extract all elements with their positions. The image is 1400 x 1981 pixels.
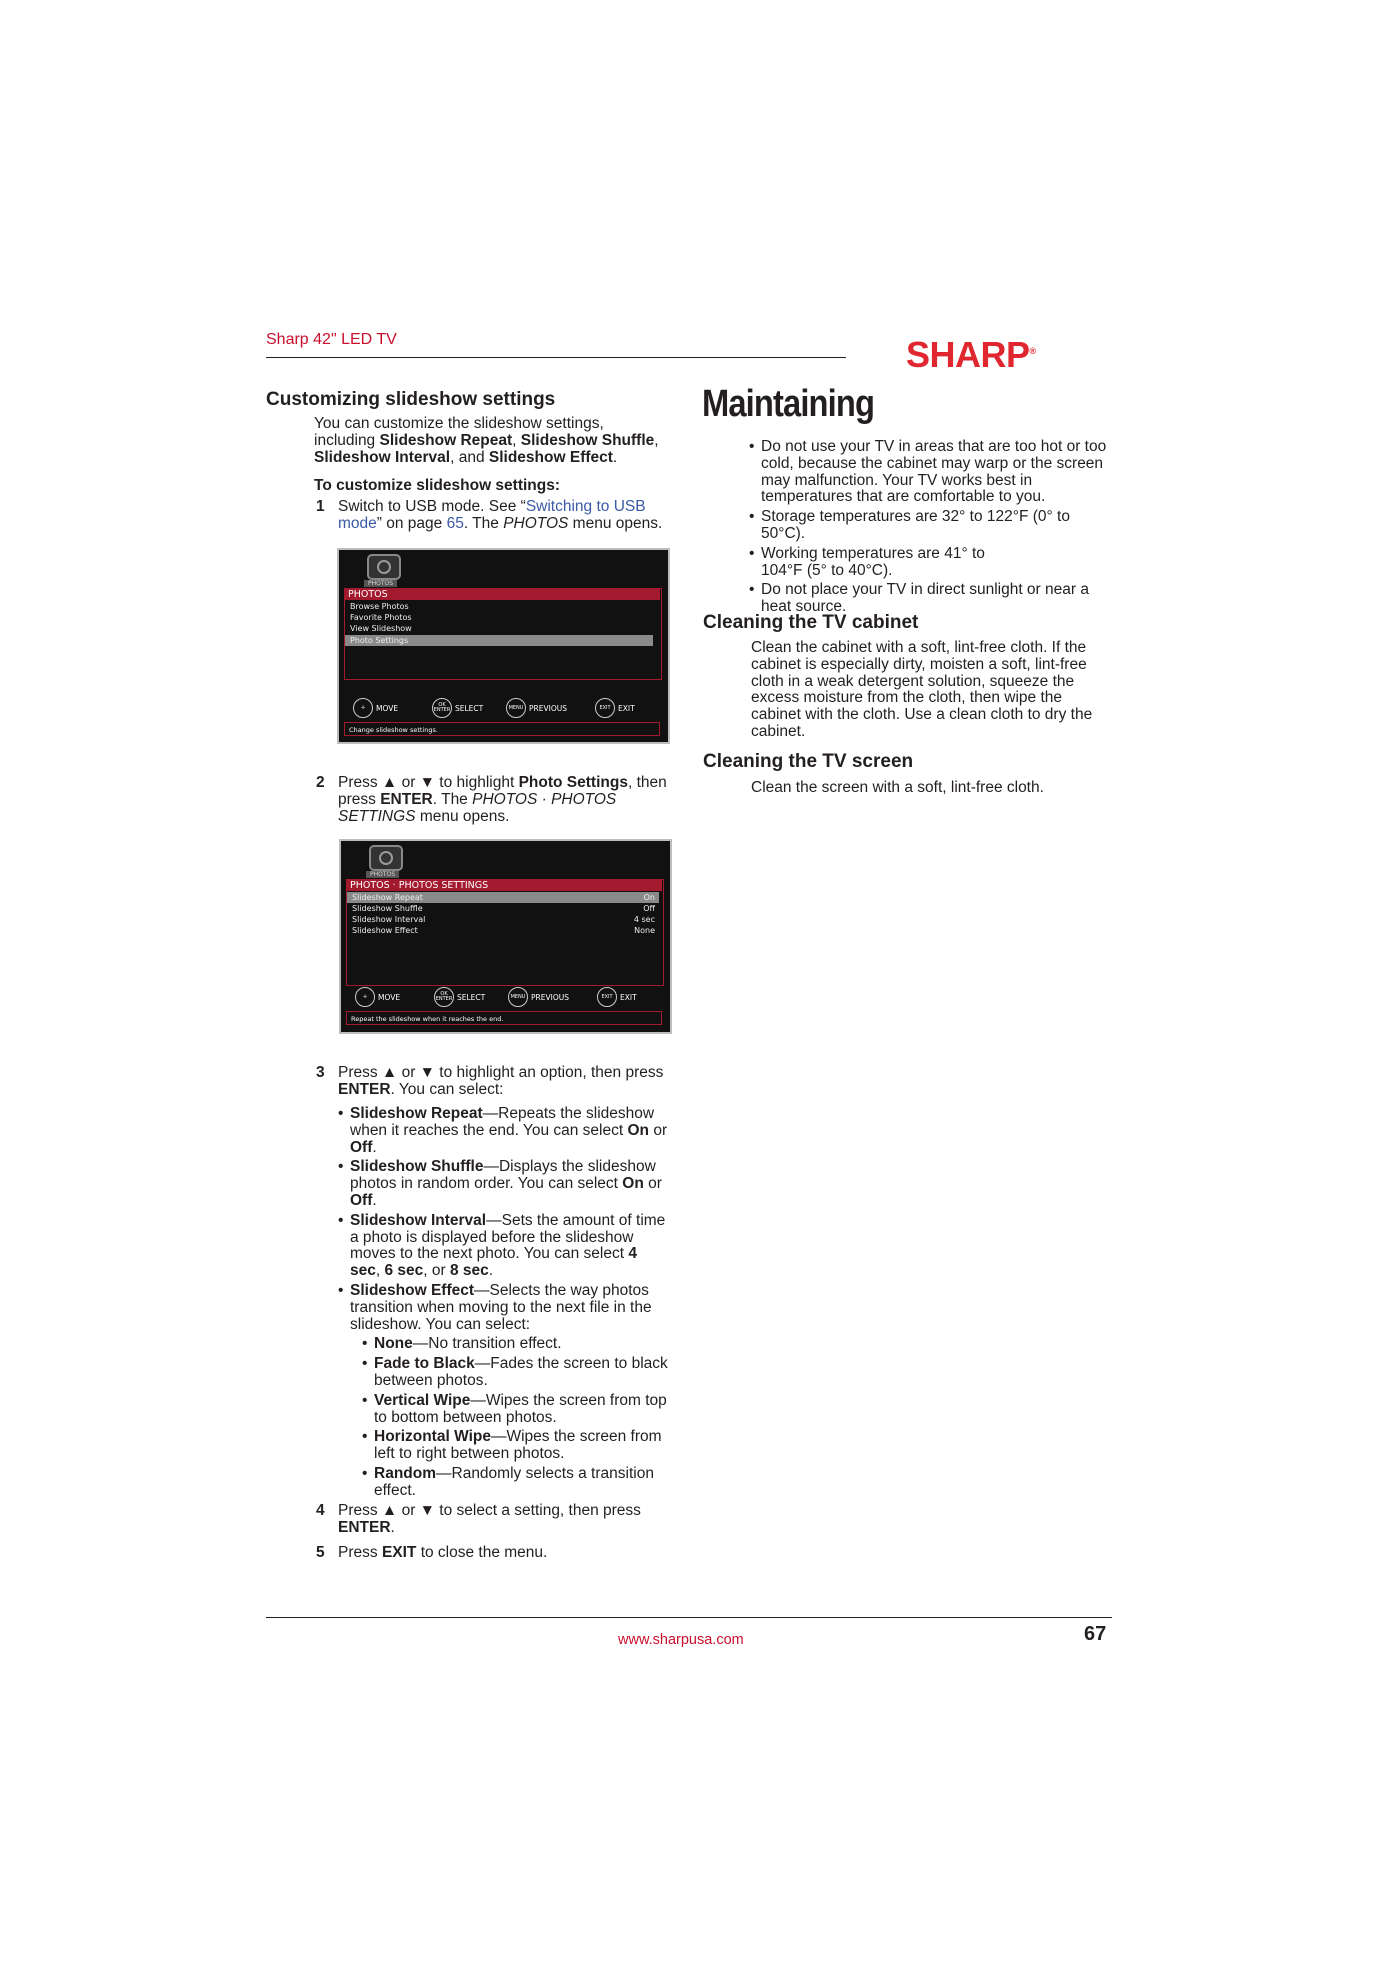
- bullet-text: Working temperatures are 41° to 104°F (5° to 40°C).: [761, 544, 985, 579]
- option-slideshow-interval: [338, 1213, 670, 1280]
- intro-bold: Slideshow Interval: [314, 448, 451, 466]
- option-text: .: [488, 1262, 494, 1280]
- setting-label: Slideshow Shuffle: [352, 904, 423, 913]
- bullet-text: Do not place your TV in direct sunlight or near a heat source.: [761, 581, 1089, 616]
- registered-mark: ®: [1029, 346, 1036, 356]
- nav-label: EXIT: [618, 703, 635, 713]
- bullet-text: Storage temperatures are 32° to 122°F (0° to 50°C).: [761, 508, 1070, 542]
- bullet: •: [338, 1211, 344, 1229]
- bullet: •: [362, 1391, 368, 1409]
- intro-bold: Slideshow Repeat: [379, 431, 513, 449]
- bullet-sunlight: [749, 582, 1111, 616]
- step-text: ” on page: [376, 514, 447, 532]
- bullet: •: [362, 1355, 368, 1373]
- step-text: Press ▲ or ▼ to highlight an option, then press: [338, 1064, 664, 1081]
- nav-previous: [508, 987, 569, 1007]
- step-text: Press ▲ or ▼ to highlight: [338, 774, 519, 791]
- menu-item-photo-settings[interactable]: Photo Settings: [345, 635, 653, 646]
- option-slideshow-effect: [338, 1283, 670, 1333]
- camera-icon: [367, 554, 401, 580]
- nav-move: [355, 987, 400, 1007]
- step-text: menu opens.: [568, 514, 663, 532]
- step-1: [316, 498, 668, 533]
- step-bold: ENTER: [338, 1080, 391, 1098]
- step-bold: EXIT: [381, 1544, 417, 1561]
- hint-bar: Change slideshow settings.: [344, 722, 660, 736]
- step-text: Press: [338, 1544, 382, 1561]
- step-number: 5: [316, 1544, 325, 1561]
- exit-icon: EXIT: [597, 987, 617, 1007]
- effect-list: [338, 1336, 670, 1499]
- step-number: 3: [316, 1064, 325, 1081]
- setting-value: Off: [643, 904, 655, 913]
- step-text: , then press: [338, 774, 667, 808]
- setting-value: None: [634, 926, 655, 935]
- effect-none: [362, 1336, 670, 1353]
- section-title-slideshow: Customizing slideshow settings: [266, 389, 556, 410]
- nav-label: MOVE: [376, 703, 399, 713]
- bullet: •: [362, 1335, 368, 1353]
- step-2: [316, 774, 668, 825]
- nav-exit: [595, 698, 635, 718]
- option-name: Slideshow Effect: [350, 1281, 475, 1299]
- bullet-temperature-warning: [749, 439, 1111, 506]
- step-3: [316, 1064, 668, 1099]
- option-bold: On: [622, 1175, 644, 1193]
- option-bold: 6 sec: [384, 1262, 424, 1280]
- effect-name: Vertical Wipe: [374, 1391, 471, 1409]
- nav-label: PREVIOUS: [529, 703, 567, 713]
- effect-random: [362, 1466, 670, 1500]
- page-65-link[interactable]: 65: [446, 514, 464, 532]
- camera-label: PHOTOS: [366, 871, 399, 878]
- option-bold: Off: [350, 1138, 373, 1156]
- option-bold: Off: [350, 1191, 373, 1209]
- option-slideshow-repeat: [338, 1106, 670, 1156]
- cabinet-text: Clean the cabinet with a soft, lint-free cloth. If the cabinet is especially dirty, moisten a soft, lint-free cloth in a weak detergent solution, squeeze the excess moisture from the cloth, then wipe the cabinet with the cloth. Use a clean cloth to dry the cabinet.: [751, 639, 1093, 740]
- bullet-text: Do not use your TV in areas that are too hot or too cold, because the cabinet may warp or the screen may malfunction. Your TV works best in temperatures that are comfortable to you.: [761, 438, 1107, 506]
- nav-label: MOVE: [378, 992, 401, 1002]
- page-number: 67: [1084, 1623, 1107, 1645]
- setting-row-slideshow-repeat[interactable]: [347, 892, 659, 903]
- menu-item-favorite-photos[interactable]: Favorite Photos: [350, 613, 412, 622]
- step-bold: ENTER: [338, 1518, 391, 1536]
- bullet: •: [338, 1158, 344, 1176]
- bullet-working-temp: [749, 546, 1111, 580]
- setting-label: Slideshow Interval: [352, 915, 426, 924]
- camera-label: PHOTOS: [364, 580, 397, 587]
- header-product-name: Sharp 42" LED TV: [266, 331, 397, 348]
- step-text: Switch to USB mode. See “: [338, 498, 526, 515]
- step-text: menu opens.: [415, 807, 510, 825]
- menu-icon: MENU: [508, 987, 528, 1007]
- bullet-storage-temp: [749, 509, 1111, 543]
- bullet: •: [362, 1464, 368, 1482]
- option-text: —Sets the amount of time a photo is displayed before the slideshow moves to the next photo. You can select: [350, 1211, 666, 1263]
- step-bold: Photo Settings: [518, 774, 628, 791]
- effect-text: —Fades the screen to black between photos.: [374, 1355, 668, 1389]
- option-text: or: [649, 1121, 668, 1139]
- footer-rule: [266, 1617, 1112, 1618]
- exit-icon: EXIT: [595, 698, 615, 718]
- option-bold: On: [627, 1121, 650, 1139]
- menu-title: PHOTOS: [345, 589, 660, 600]
- effect-text: —Wipes the screen from left to right between photos.: [374, 1428, 662, 1463]
- nav-exit: [597, 987, 637, 1007]
- menu-title: PHOTOS · PHOTOS SETTINGS: [347, 880, 662, 891]
- option-slideshow-shuffle: [338, 1159, 670, 1209]
- ok-enter-icon: OK ENTER: [434, 987, 454, 1007]
- step-text: Press ▲ or ▼ to select a setting, then press: [338, 1502, 641, 1519]
- step-text: to close the menu.: [416, 1544, 548, 1561]
- bullet: •: [749, 438, 755, 455]
- intro-text: ,: [654, 431, 659, 449]
- bullet: •: [338, 1281, 344, 1299]
- intro-bold: Slideshow Effect: [488, 448, 613, 466]
- intro-text: You can customize the slideshow settings, including: [314, 415, 604, 449]
- step-number: 1: [316, 498, 325, 515]
- logo-text: SHARP: [906, 334, 1030, 375]
- step-5: [316, 1544, 668, 1562]
- step-text: . The: [463, 514, 504, 532]
- effect-name: Horizontal Wipe: [374, 1428, 491, 1446]
- header-rule: [266, 357, 846, 358]
- step-text: .: [390, 1518, 395, 1536]
- nav-select: [432, 698, 483, 718]
- menu-icon: MENU: [506, 698, 526, 718]
- nav-select: [434, 987, 485, 1007]
- effect-name: Random: [374, 1464, 436, 1482]
- effect-vertical-wipe: [362, 1393, 670, 1427]
- screen-section-title: Cleaning the TV screen: [703, 751, 914, 772]
- step-text: . You can select:: [390, 1080, 504, 1098]
- option-text: —Displays the slideshow photos in random order. You can select: [350, 1158, 656, 1193]
- bullet: •: [362, 1428, 368, 1446]
- nav-label: EXIT: [620, 992, 637, 1002]
- tv-screenshot-photos-menu: [337, 548, 670, 744]
- nav-move: [353, 698, 398, 718]
- menu-item-view-slideshow[interactable]: View Slideshow: [350, 624, 412, 633]
- option-text: , or: [423, 1262, 450, 1280]
- dpad-icon: ✛: [353, 698, 373, 718]
- tv-screenshot-photos-settings: [339, 839, 672, 1034]
- option-bold: 8 sec: [450, 1262, 489, 1280]
- setting-row-slideshow-interval[interactable]: [347, 914, 659, 925]
- maintaining-title: Maintaining: [702, 383, 875, 425]
- step-number: 4: [316, 1502, 325, 1519]
- intro-paragraph: [314, 416, 664, 466]
- effect-text: —Wipes the screen from top to bottom between photos.: [374, 1391, 667, 1426]
- effect-horizontal-wipe: [362, 1429, 670, 1463]
- intro-text: .: [612, 448, 618, 466]
- cabinet-section-title: Cleaning the TV cabinet: [703, 612, 919, 633]
- dpad-icon: ✛: [355, 987, 375, 1007]
- effect-fade-to-black: [362, 1356, 670, 1390]
- menu-name: PHOTOS: [503, 514, 569, 532]
- step-text: . The: [432, 790, 473, 808]
- intro-bold: Slideshow Shuffle: [520, 431, 655, 449]
- setting-value: On: [643, 893, 655, 902]
- option-text: —Selects the way photos transition when moving to the next file in the slideshow. You can select:: [350, 1281, 652, 1333]
- option-text: .: [372, 1138, 377, 1156]
- nav-label: SELECT: [455, 703, 484, 713]
- nav-label: SELECT: [457, 992, 486, 1002]
- option-text: ,: [375, 1262, 385, 1280]
- sharp-logo: [906, 334, 1036, 376]
- option-name: Slideshow Repeat: [350, 1105, 483, 1122]
- option-text: or: [643, 1175, 662, 1193]
- option-list: [338, 1106, 670, 1503]
- setting-row-slideshow-effect[interactable]: [347, 925, 659, 936]
- option-name: Slideshow Shuffle: [350, 1158, 484, 1176]
- effect-name: Fade to Black: [374, 1355, 475, 1373]
- option-bold: 4 sec: [350, 1245, 637, 1280]
- screen-text: Clean the screen with a soft, lint-free cloth.: [751, 779, 1044, 796]
- setting-value: 4 sec: [633, 915, 655, 924]
- switching-usb-link[interactable]: Switching to USB mode: [338, 498, 646, 532]
- step-4: [316, 1502, 668, 1537]
- intro-text: , and: [450, 448, 489, 466]
- effect-name: None: [374, 1335, 413, 1353]
- hint-bar: Repeat the slideshow when it reaches the end.: [346, 1011, 662, 1025]
- setting-row-slideshow-shuffle[interactable]: [347, 903, 659, 914]
- nav-label: PREVIOUS: [531, 992, 569, 1002]
- bullet: •: [749, 544, 755, 562]
- procedure-title: To customize slideshow settings:: [314, 477, 561, 494]
- setting-label: Slideshow Repeat: [352, 893, 423, 902]
- step-bold: ENTER: [380, 790, 433, 808]
- option-text: .: [372, 1191, 377, 1209]
- option-text: —Repeats the slideshow when it reaches the end. You can select: [350, 1105, 655, 1139]
- step-number: 2: [316, 774, 325, 791]
- nav-previous: [506, 698, 567, 718]
- bullet: •: [338, 1105, 344, 1122]
- ok-enter-icon: OK ENTER: [432, 698, 452, 718]
- maintaining-bullets: [749, 439, 1111, 619]
- effect-text: —No transition effect.: [412, 1335, 562, 1353]
- menu-item-browse-photos[interactable]: Browse Photos: [350, 602, 409, 611]
- bullet: •: [749, 581, 755, 599]
- bullet: •: [749, 508, 755, 526]
- menu-name: PHOTOS · PHOTOS SETTINGS: [338, 790, 617, 825]
- effect-text: —Randomly selects a transition effect.: [374, 1464, 654, 1499]
- setting-label: Slideshow Effect: [352, 926, 418, 935]
- intro-text: ,: [512, 431, 521, 449]
- camera-icon: [369, 845, 403, 871]
- option-name: Slideshow Interval: [350, 1211, 487, 1229]
- footer-url-link[interactable]: www.sharpusa.com: [618, 1632, 744, 1648]
